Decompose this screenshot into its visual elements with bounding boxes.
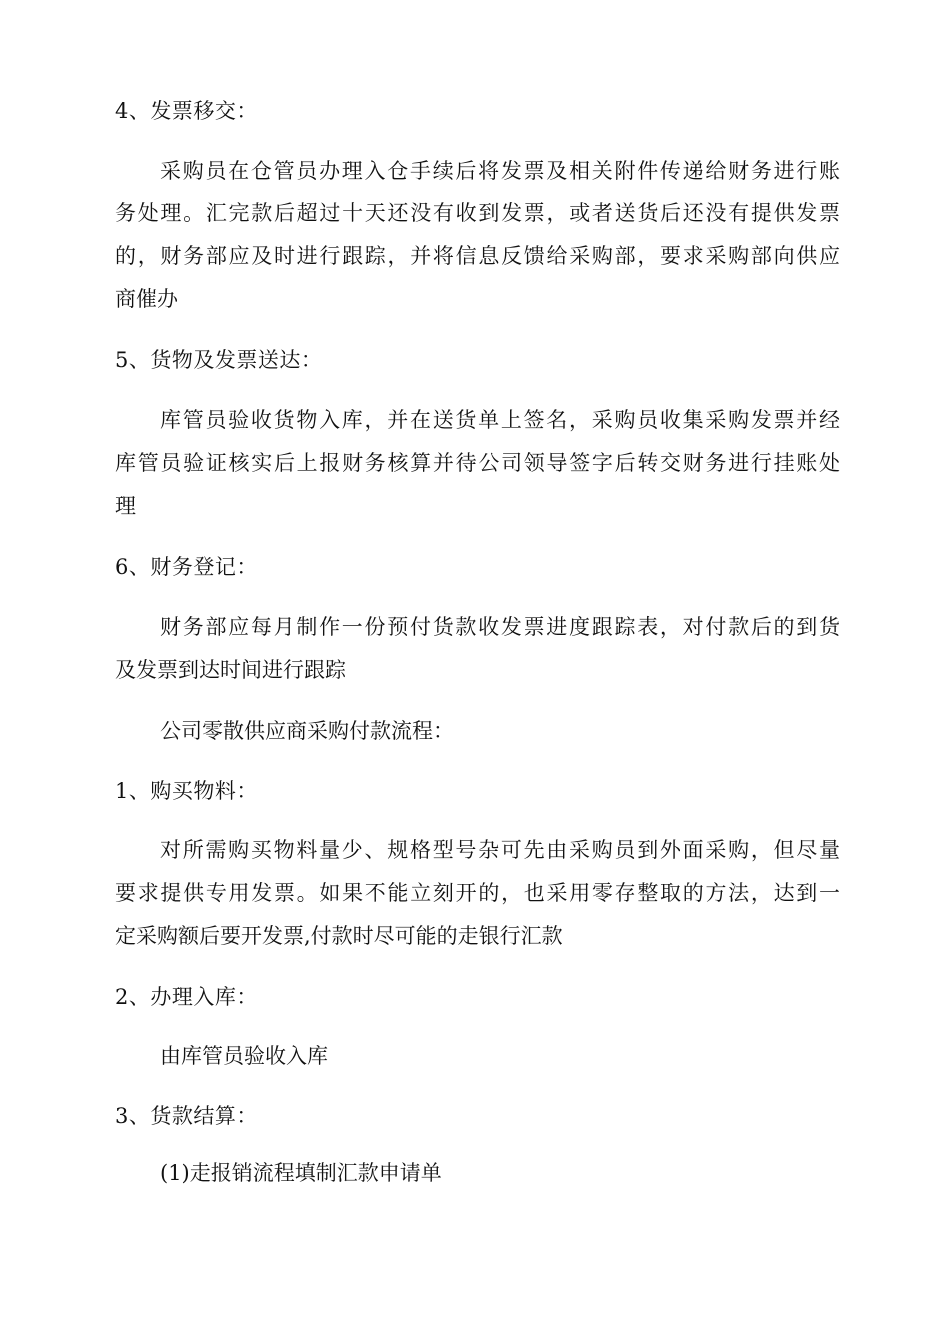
- section-title-scattered-supplier-payment: 公司零散供应商采购付款流程：: [160, 719, 454, 743]
- section-heading-finance-registration: 6、财务登记：: [115, 555, 258, 579]
- section-heading-invoice-transfer: 4、发票移交：: [115, 99, 258, 123]
- paragraph-line: 理: [115, 494, 136, 518]
- list-item: (1)走报销流程填制汇款申请单: [160, 1161, 442, 1185]
- paragraph-line: 定采购额后要开发票,付款时尽可能的走银行汇款: [115, 924, 563, 948]
- paragraph-line: 采购员在仓管员办理入仓手续后将发票及相关附件传递给财务进行账: [160, 159, 840, 183]
- paragraph-line: 对所需购买物料量少、规格型号杂可先由采购员到外面采购，但尽量: [160, 838, 840, 862]
- paragraph-line: 及发票到达时间进行跟踪: [115, 658, 346, 682]
- paragraph-line: 库管员验证核实后上报财务核算并待公司领导签字后转交财务进行挂账处: [115, 451, 840, 475]
- paragraph-line: 务处理。汇完款后超过十天还没有收到发票，或者送货后还没有提供发票: [115, 201, 840, 225]
- section-heading-warehouse-entry: 2、办理入库：: [115, 985, 258, 1009]
- section-heading-purchase-materials: 1、购买物料：: [115, 779, 258, 803]
- paragraph-line: 商催办: [115, 287, 178, 311]
- section-heading-goods-invoice-delivery: 5、货物及发票送达：: [115, 348, 323, 372]
- paragraph-line: 要求提供专用发票。如果不能立刻开的，也采用零存整取的方法，达到一: [115, 881, 840, 905]
- paragraph-line: 由库管员验收入库: [160, 1044, 328, 1068]
- paragraph-line: 库管员验收货物入库，并在送货单上签名，采购员收集采购发票并经: [160, 408, 840, 432]
- paragraph-line: 的，财务部应及时进行跟踪，并将信息反馈给采购部，要求采购部向供应: [115, 244, 840, 268]
- paragraph-line: 财务部应每月制作一份预付货款收发票进度跟踪表，对付款后的到货: [160, 615, 840, 639]
- section-heading-payment-settlement: 3、货款结算：: [115, 1104, 258, 1128]
